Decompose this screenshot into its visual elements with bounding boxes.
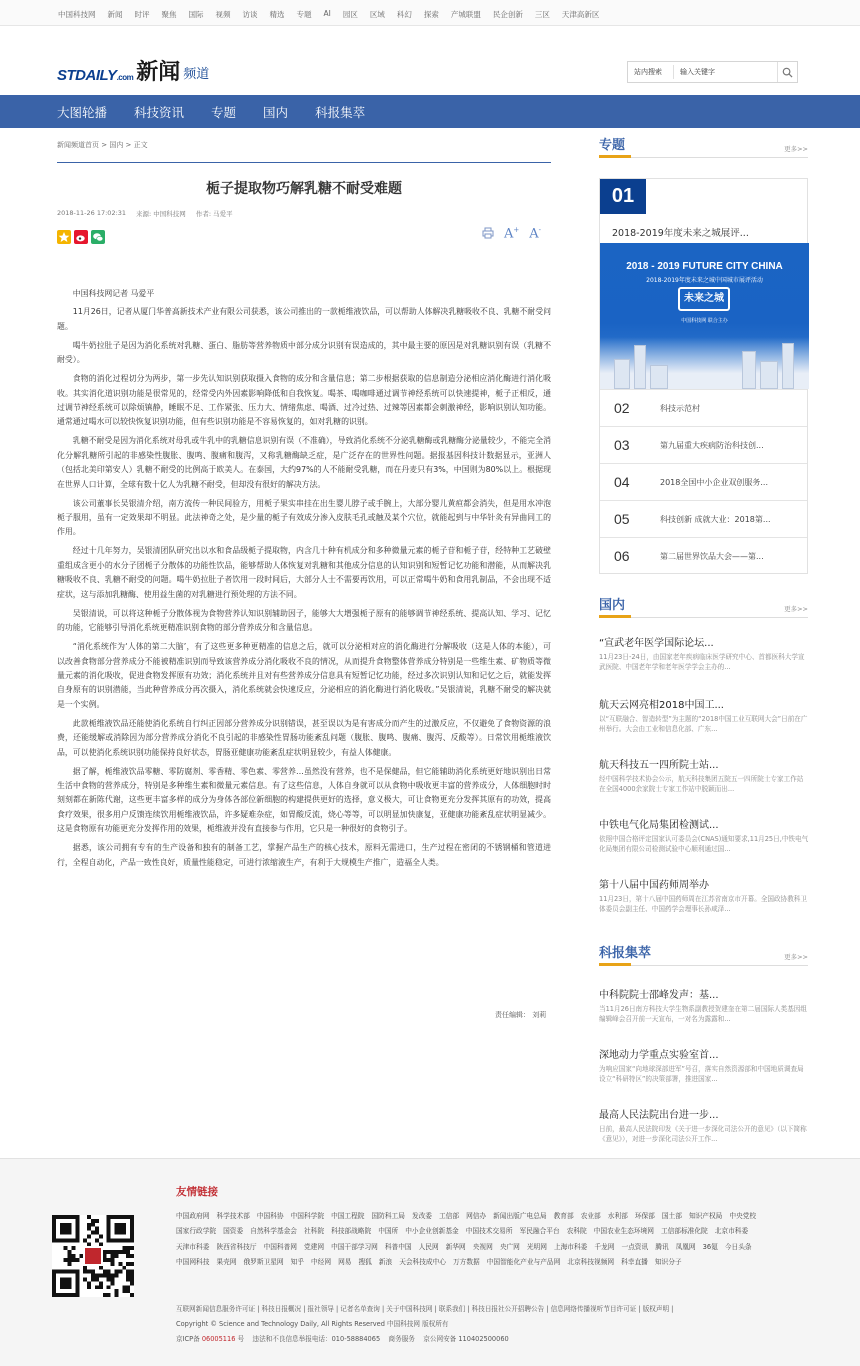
news-summary: 11月23日，第十八届中国药师周在江苏省南京市开幕。全国政协教科卫体委员会副主任、中国药学会理事长孙咸泽... — [599, 895, 807, 913]
friend-link[interactable]: 中小企业创新基金 — [405, 1227, 459, 1236]
icp-number[interactable]: 06005116 — [201, 1335, 236, 1343]
qr-code-icon — [52, 1215, 134, 1297]
topic-item[interactable] — [600, 537, 807, 574]
friend-link[interactable]: 中国科学院 — [290, 1212, 325, 1220]
friend-link[interactable]: 知乎 — [290, 1258, 304, 1267]
friend-link[interactable]: 国家行政学院 — [176, 1227, 217, 1236]
friend-link[interactable]: 党建网 — [304, 1242, 325, 1251]
article-date: 2018-11-26 17:02:31 — [57, 209, 127, 217]
share-bar — [57, 230, 105, 244]
news-item[interactable] — [599, 816, 809, 854]
top-nav-item[interactable]: 精选 — [269, 10, 285, 19]
domestic-heading: 国内 — [599, 598, 626, 613]
top-nav-item[interactable]: 专题 — [296, 10, 312, 19]
heading-accent — [599, 155, 631, 158]
friend-link[interactable]: 网信办 — [466, 1212, 487, 1220]
friend-link[interactable]: 光明网 — [526, 1242, 547, 1251]
news-title[interactable]: 深地动力学重点实验室首... — [599, 1050, 719, 1061]
friend-link[interactable]: 工信部 — [439, 1212, 460, 1220]
news-item[interactable] — [599, 876, 809, 914]
friend-link[interactable]: 中国所 — [378, 1227, 399, 1236]
site-logo[interactable] — [57, 52, 209, 84]
article-paragraph: “消化系统作为‘人体的第二大脑’，有了这些更多种更精准的信息之后，就可以分泌相对应的消化酶进行分解吸收（这是人体的本能），可以改善食物部分营养成分不能被精准识别而导致该营养成分消化吸收不良的情况，从而提升食物整体营养成分特别是一些维生素、矿物质等微量元素的消化吸收，促进食物发挥原有功效；消化系统并且对有些营养成分信息具有短暂记忆功能，经过多次识别认知和记忆之后，就能发挥自身原有的识别潜能，当此种营养成分再次摄入，消化系统就会快速反应，分泌相应的消化酶进行消化吸收。”吴银清说，乳糖不耐受的解决就是一个实例。 — [57, 642, 551, 709]
friend-link[interactable]: 中国科协 — [256, 1212, 284, 1220]
news-item[interactable] — [599, 1106, 809, 1144]
friend-link[interactable]: 中国科普网 — [263, 1242, 297, 1251]
news-item[interactable] — [599, 696, 809, 734]
news-title[interactable]: 第十八届中国药师周举办 — [599, 880, 709, 891]
article-paragraph: 此款栀维液饮品还能使消化系统自行纠正因部分营养成分识别错误，甚至误以为是有害成分而产生的过激反应，不仅避免了食物资源的浪费，还能缓解或消除因为部分营养成分消化不良引起的非感染性胃肠功能紊乱问题（腹胀、腹鸣、腹痛、腹泻、反酸等）。日常饮用栀维液饮品，可以使消化系统识别功能保持良好状态，胃肠亚健康功能紊乱症状明显较少，有益人体健康。 — [57, 718, 551, 757]
logo-channel: 频道 — [183, 67, 210, 82]
footer-registry: 京ICP备 06005116 号 违法和不良信息举报电话：010-58884065 商务服务 京公网安备 110402500060 — [176, 1335, 509, 1343]
logo-cn: 新闻 — [136, 59, 181, 85]
top-nav-item[interactable]: 区域 — [369, 10, 385, 19]
friend-link[interactable]: 中国技术交易所 — [465, 1227, 513, 1236]
friend-link[interactable]: 中国工程院 — [331, 1212, 365, 1220]
banner-building — [650, 365, 668, 389]
article-author: 作者: 马爱平 — [195, 210, 233, 218]
friend-link[interactable]: 搜狐 — [358, 1258, 372, 1267]
friend-link[interactable]: 新浪 — [378, 1258, 393, 1267]
article-body — [57, 287, 551, 875]
friend-link[interactable]: 教育部 — [553, 1212, 574, 1220]
search-input[interactable] — [674, 63, 777, 81]
topic-rank: 03 — [614, 437, 630, 453]
topic-rank: 04 — [614, 474, 630, 490]
topic-rank-badge: 01 — [600, 179, 646, 214]
article-source: 来源: 中国科技网 — [136, 210, 186, 218]
news-item[interactable] — [599, 756, 809, 794]
friend-link[interactable]: 陕西省科技厅 — [216, 1242, 257, 1251]
topic-item[interactable] — [600, 389, 807, 426]
news-title[interactable]: 航天科技五一四所院士站... — [599, 760, 719, 771]
main-nav-list — [57, 95, 392, 128]
friend-links — [176, 1209, 766, 1271]
news-title[interactable]: “宣武老年医学国际论坛... — [599, 638, 714, 649]
article-paragraph: 喝牛奶拉肚子是因为消化系统对乳糖、蛋白、脂肪等营养物质中部分成分识别有误造成的，其中最主要的原因是对乳糖识别有误（乳糖不耐受）。 — [57, 340, 551, 365]
topic-item[interactable] — [600, 426, 807, 463]
print-icon[interactable] — [482, 227, 494, 241]
main-nav-item[interactable]: 国内 — [263, 104, 289, 120]
topic-rank: 05 — [614, 511, 630, 527]
digest-more-link[interactable]: 更多>> — [784, 953, 808, 961]
friend-link[interactable]: 新华网 — [445, 1242, 466, 1251]
friend-link[interactable]: 科幸直播 — [621, 1258, 648, 1267]
friend-link[interactable]: 北京科技视频网 — [567, 1258, 615, 1267]
footer-info — [176, 1302, 776, 1347]
topic-title[interactable]: 第九届重大疾病防治科技创... — [660, 440, 764, 450]
top-nav-item[interactable]: 园区 — [342, 10, 358, 19]
title-divider — [57, 162, 551, 163]
news-summary: 当11月26日南方科技大学生物系副教授贺建奎在第二届国际人类基因组编辑峰会召开前一天宣布，一对名为露露和... — [599, 1005, 807, 1023]
responsible-editor: 责任编辑： 刘莉 — [495, 1011, 547, 1019]
topic-item[interactable] — [600, 463, 807, 500]
top-nav-item[interactable]: 三区 — [534, 10, 550, 19]
news-summary: 依照中国合格评定国家认可委员会(CNAS)通知要求,11月25日,中铁电气化局集团有限公司检测试验中心顺利通过国... — [599, 835, 809, 853]
breadcrumb[interactable]: 新闻频道首页 > 国内 > 正文 — [57, 141, 148, 149]
news-summary: 以“互联融合、智造转型”为主题的“2018中国工业互联网大会”日前在广州举行。大会由工业和信息化部、广东... — [599, 715, 808, 733]
friend-link[interactable]: 国土部 — [661, 1212, 682, 1220]
topic-rank: 06 — [614, 548, 630, 564]
site-footer — [0, 1158, 860, 1366]
top-nav-item[interactable]: 科幻 — [396, 10, 412, 19]
top-nav-item[interactable]: 聚焦 — [161, 10, 177, 19]
topic-list — [600, 389, 807, 574]
main-nav — [0, 95, 860, 128]
friend-link[interactable]: 农业部 — [580, 1212, 601, 1220]
main-nav-item[interactable]: 大图轮播 — [57, 104, 108, 120]
top-nav-item[interactable]: 产城联盟 — [450, 10, 481, 19]
news-title[interactable]: 中铁电气化局集团检测试... — [599, 820, 719, 831]
friend-link[interactable]: 36氪 — [702, 1242, 718, 1251]
friend-link[interactable]: 一点资讯 — [621, 1242, 649, 1251]
news-summary: 为响应国家“向地球深部进军”号召，落实自然资源部和中国地质调查局设立“科研特区”的决策部署，推进国家... — [599, 1065, 804, 1083]
top-nav-item[interactable]: 中国科技网 — [58, 10, 96, 19]
heading-accent — [599, 615, 631, 618]
news-summary: 日前，最高人民法院印发《关于进一步深化司法公开的意见》（以下简称《意见》），对进一步深化司法公开工作... — [599, 1125, 807, 1143]
friend-link[interactable]: 科普中国 — [384, 1242, 412, 1251]
banner-title: 2018 - 2019 FUTURE CITY CHINA — [626, 261, 783, 272]
friend-link[interactable]: 万方数据 — [453, 1258, 480, 1267]
byline-paragraph: 中国科技网记者 马爱平 — [72, 289, 155, 298]
topic-title[interactable]: 第二届世界饮品大会——第... — [660, 551, 764, 561]
top-nav-item[interactable]: 探索 — [423, 10, 439, 19]
digest-header — [599, 944, 808, 966]
article-meta — [57, 209, 233, 218]
friend-link[interactable]: 中国政府网 — [176, 1212, 210, 1220]
friend-link[interactable]: 知识产权局 — [688, 1212, 723, 1220]
friend-link[interactable]: 工信部标准化院 — [660, 1227, 708, 1236]
font-decrease-icon[interactable]: A- — [529, 226, 542, 242]
friend-link[interactable]: 千龙网 — [594, 1242, 615, 1251]
friend-link[interactable]: 央广网 — [499, 1242, 520, 1251]
top-nav-item[interactable]: 时评 — [134, 10, 150, 19]
news-title[interactable]: 航天云网亮相2018中国工... — [599, 700, 724, 711]
friend-link[interactable]: 俄罗斯卫星网 — [243, 1258, 284, 1267]
friend-link[interactable]: 科学技术部 — [216, 1212, 250, 1220]
domestic-header — [599, 596, 808, 618]
main-nav-item[interactable]: 科技资讯 — [134, 104, 185, 120]
article-paragraph: 吴银清说，可以将这种栀子分散体视为食物营养认知识别辅助因子，能够大大增强栀子原有的能够调节神经系统、提高认知、学习、记忆的功能，它能够引导消化系统更精准识别食物的部分营养成分和含量信息。 — [57, 608, 551, 633]
top-nav-item[interactable]: 访谈 — [242, 10, 258, 19]
news-item[interactable] — [599, 986, 809, 1024]
font-increase-icon[interactable]: A+ — [504, 226, 520, 242]
topic-title[interactable]: 2018全国中小企业双创服务... — [660, 477, 768, 487]
top-nav-item[interactable]: 新闻 — [107, 10, 123, 19]
copyright: Copyright © Science and Technology Daily, All Rights Reserved 中国科技网 版权所有 — [176, 1320, 449, 1328]
friend-link[interactable]: 自然科学基金会 — [250, 1227, 297, 1236]
friend-links-title: 友情链接 — [176, 1186, 218, 1198]
article-paragraph: 据了解，栀维液饮品零糖、零防腐剂、零香精、零色素、零营养…虽然没有营养，也不是保健品，但它能辅助消化系统更好地识别出日常生活中食物的营养成分，特别是多种维生素和微量元素信息。有了这些信息，人体自身就可以从食物中吸收更丰富的营养成分，人体细胞时时刻刻都在新陈代谢，这些更丰富多样的成分为身体各部位新细胞的构建提供更好的选择，意义极大，可让食物更充分发挥其原有的功效，提高食疗效果，很多用户反馈连续饮用栀维液饮品，许多疑难杂症，如胃酸反流，烧心等等，可以明显加快康复，亚健康功能紊乱症状明显减少。这是食物原有功能更充分发挥作用的效果，栀维液并没有直接参与作用，它只是一种很好的食物引子。 — [57, 766, 551, 834]
domestic-more-link[interactable]: 更多>> — [784, 605, 808, 613]
friend-link[interactable]: 中国智能化产业与产品网 — [486, 1258, 561, 1267]
topic-banner-image[interactable] — [600, 243, 809, 389]
friend-link[interactable]: 中经网 — [311, 1258, 332, 1267]
banner-building — [614, 359, 630, 389]
banner-building — [782, 343, 794, 389]
news-title[interactable]: 最高人民法院出台进一步... — [599, 1110, 719, 1121]
topic-rank: 02 — [614, 400, 630, 416]
news-item[interactable] — [599, 634, 809, 672]
friend-link[interactable]: 农科院 — [566, 1227, 587, 1236]
topic-title[interactable]: 科技创新 成就大业：2018第... — [660, 514, 771, 524]
topic-item[interactable] — [600, 500, 807, 537]
topic-first-title[interactable]: 2018-2019年度未来之城展评... — [612, 228, 749, 239]
weibo-share-icon[interactable] — [74, 230, 88, 244]
search-scope-select[interactable]: 站内搜索 — [628, 65, 674, 79]
topics-header — [599, 136, 808, 158]
friend-link[interactable]: 中国农业生态环境网 — [593, 1227, 654, 1236]
topics-heading: 专题 — [599, 138, 626, 153]
top-nav — [0, 0, 860, 26]
ecommerce-link[interactable]: 商务服务 — [388, 1335, 415, 1343]
friend-link[interactable]: 天津市科委 — [176, 1242, 210, 1251]
footer-links-line[interactable]: 互联网新闻信息服务许可证 | 科技日报概况 | 报社领导 | 记者名单查询 | 关于中国科技网 | 联系我们 | 科技日报社公开招聘公告 | 信息网络传播视听节目许可证 | 版权声明 | — [176, 1305, 674, 1313]
top-nav-item[interactable]: 天津高新区 — [561, 10, 600, 19]
banner-building — [634, 345, 646, 389]
logo-brand: STDAILY.com — [57, 67, 134, 84]
banner-emblem: 未来之城 — [678, 287, 730, 311]
friend-link[interactable]: 社科院 — [304, 1227, 325, 1236]
friend-link[interactable]: 北京市科委 — [714, 1227, 749, 1236]
banner-caption: 中国科技网 联合主办 — [681, 318, 728, 324]
article-title: 栀子提取物巧解乳糖不耐受难题 — [206, 181, 402, 197]
top-nav-item[interactable]: 国际 — [188, 10, 204, 19]
article-paragraph: 该公司董事长吴银清介绍，南方流传一种民间验方，用栀子果实串挂在出生婴儿脖子或手腕上，大部分婴儿黄疸都会消失，但是用水冲泡栀子服用，虽有一定效果却不明显。此法神奇之处，是少量的栀子有效成分渗入皮肤毛孔或触及某个穴位，就能起到与中华针灸有异曲同工的作用。 — [57, 498, 551, 537]
friend-link[interactable]: 凤凰网 — [675, 1242, 696, 1251]
news-title[interactable]: 中科院院士邵峰发声：基... — [599, 990, 719, 1001]
digest-heading: 科报集萃 — [599, 946, 652, 961]
heading-accent — [599, 963, 631, 966]
wechat-share-icon[interactable] — [91, 230, 105, 244]
friend-link[interactable]: 中央党校 — [729, 1212, 757, 1220]
friend-link[interactable]: 人民网 — [418, 1242, 439, 1251]
friend-link[interactable]: 军民融合平台 — [519, 1227, 560, 1236]
friend-link[interactable]: 上海市科委 — [553, 1242, 588, 1251]
banner-building — [742, 351, 756, 389]
friend-link[interactable]: 发改委 — [411, 1212, 432, 1220]
friend-link[interactable]: 天会科技成中心 — [399, 1258, 446, 1267]
friend-link[interactable]: 知识分子 — [654, 1258, 682, 1267]
article-paragraph: 11月26日，记者从厦门华普高新技术产业有限公司获悉，该公司推出的一款栀维液饮品，可以帮助人体解决乳糖吸收不良、乳糖不耐受问题。 — [57, 307, 551, 331]
top-nav-item[interactable]: 民企创新 — [492, 10, 523, 19]
main-nav-item[interactable]: 专题 — [211, 104, 237, 120]
article-paragraph: 食物的消化过程切分为两步，第一步先认知识别获取摄入食物的成分和含量信息；第二步根据获取的信息制造分泌相应消化酶进行消化吸收。其实消化道识别功能是很常见的，经常受内外因素影响降低和自我恢复。喝茶、喝咖啡通过调节神经系统可以快速提神，栀子正相反，通过调节神经系统可以除烦镇静，睡眠不足、工作紧张、压力大、情绪焦虑、喝酒、过冷过热、过辣等因素都会刺激神经，影响识别认知功能。通常通过喝水可以较快恢复识别功能，但有些识别功能是不容易恢复的，如对乳糖的识别。 — [57, 374, 551, 427]
search-icon — [782, 67, 793, 78]
qzone-share-icon[interactable] — [57, 230, 71, 244]
news-item[interactable] — [599, 1046, 809, 1084]
article-paragraph: 据悉，该公司拥有专有的生产设备和独有的制备工艺，掌握产品生产的核心技术，原料无需进口，生产过程在密闭的不锈钢桶和管道进行，全程自动化，产品一致性良好，质量性能稳定，可进行浓缩液生产，有利于大规模生产推广，造福全人类。 — [57, 843, 551, 867]
article-paragraph: 乳糖不耐受是因为消化系统对母乳或牛乳中的乳糖信息识别有误（不准确），导致消化系统不分泌乳糖酶或乳糖酶分泌量较少，不能完全消化分解乳糖所引起的非感染性腹胀、腹鸣、腹痛和腹泻，又称乳糖酶缺乏症，是广泛存在的世界性问题。据报基因科技计数据显示，亚洲人（包括北美印第安人）乳糖不耐受的比例高于欧美人。在泰国，大约97%的人不能耐受乳糖，而在丹麦只有3%，中国则为80%以上。根据现在世界人口计算，全球有数十亿人为乳糖不耐受，但却没有很好的解决方法。 — [57, 436, 551, 489]
friend-link[interactable]: 中国干部学习网 — [331, 1242, 378, 1251]
friend-link[interactable]: 新闻出版广电总局 — [493, 1212, 547, 1220]
friend-link[interactable]: 腾讯 — [655, 1242, 669, 1251]
search-box — [627, 61, 798, 83]
news-summary: 经中国科学技术协会公示，航天科技集团五院五一四所院士专家工作站在全国4000余家院士专家工作站中脱颖而出... — [599, 775, 804, 793]
friend-link[interactable]: 环保部 — [634, 1212, 655, 1220]
banner-building — [760, 361, 778, 389]
report-phone: 违法和不良信息举报电话：010-58884065 — [252, 1335, 381, 1343]
friend-link[interactable]: 今日头条 — [724, 1242, 752, 1251]
friend-link[interactable]: 中国网科技 — [176, 1258, 210, 1267]
main-nav-item[interactable]: 科报集萃 — [315, 104, 366, 120]
friend-link[interactable]: 网易 — [338, 1258, 352, 1267]
friend-link[interactable]: 国防科工局 — [371, 1212, 405, 1220]
banner-subtitle: 2018-2019年度未来之城中国城市展评活动 — [646, 277, 763, 284]
friend-link[interactable]: 果壳网 — [216, 1258, 237, 1267]
search-button[interactable] — [777, 62, 797, 82]
police-record[interactable]: 京公网安备 110402500060 — [423, 1335, 509, 1343]
friend-link[interactable]: 科技部战略院 — [331, 1227, 372, 1236]
topics-more-link[interactable]: 更多>> — [784, 145, 808, 153]
news-summary: 11月23日-24日，由国家老年疾病临床医学研究中心、首都医科大学宣武医院、中国老年学和老年医学学会主办的... — [599, 653, 805, 671]
friend-link[interactable]: 国资委 — [223, 1227, 244, 1236]
top-nav-item[interactable]: AI — [323, 9, 331, 18]
article-paragraph: 经过十几年努力，吴银清团队研究出以水和食品级栀子提取物，内含几十种有机成分和多种微量元素的栀子苷和栀子苷，经特种工艺破壁重组成含更小的水分子团栀子分散体的功能性饮品，能够帮助人体恢复对乳糖和其他成分信息的认知识别和短暂记忆功能和潜能，从而解决乳糖吸收不良、乳糖不耐受的问题。喝牛奶拉肚子者饮用一段时间后，大部分人士不需要再饮用，可以正常喝牛奶和食用乳制品，不会出现不适症状，这与添加乳糖酶、使用益生菌的对乳糖进行预处理的方法不同。 — [57, 546, 551, 599]
topic-title[interactable]: 科技示范村 — [660, 403, 700, 413]
friend-link[interactable]: 央视网 — [472, 1242, 493, 1251]
article-tools — [482, 226, 541, 241]
top-nav-item[interactable]: 视频 — [215, 10, 231, 19]
friend-link[interactable]: 水利部 — [607, 1212, 628, 1220]
top-nav-list — [58, 9, 611, 20]
topics-box — [599, 178, 808, 574]
